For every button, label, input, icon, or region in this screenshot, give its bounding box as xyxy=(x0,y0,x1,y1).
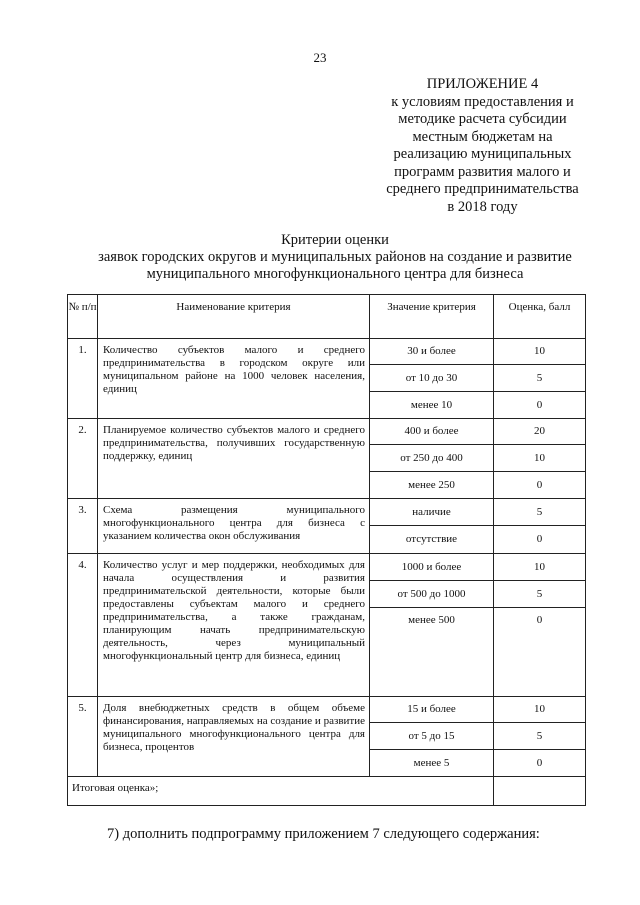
criterion-value: от 10 до 30 xyxy=(370,365,494,392)
appendix-line: ПРИЛОЖЕНИЕ 4 xyxy=(426,76,539,92)
title-line: Критерии оценки xyxy=(281,232,389,248)
criterion-score: 5 xyxy=(494,365,586,392)
table-row xyxy=(68,554,586,581)
document-title xyxy=(40,232,630,283)
appendix-line: реализацию муниципальных xyxy=(393,146,572,162)
row-number: 2. xyxy=(68,419,98,499)
criterion-value: менее 5 xyxy=(370,750,494,777)
title-line: заявок городских округов и муниципальных районов на создание и развитие xyxy=(98,249,572,265)
criterion-name: Количество услуг и мер поддержки, необходимых для начала осуществления и развития предпринимательской деятельности, которые были предоставлены субъектам малого и среднего предпринимательства, а также гражданам, планирующим начать предпринимательскую деятельность, через муниципальный многофункциональный центр для бизнеса, единиц xyxy=(98,554,370,697)
criterion-name: Доля внебюджетных средств в общем объеме финансирования, направляемых на создание и развитие муниципального многофункционального центра для бизнеса, процентов xyxy=(98,697,370,777)
table-row xyxy=(68,419,586,445)
row-number: 1. xyxy=(68,339,98,419)
appendix-line: в 2018 году xyxy=(447,198,518,215)
closing-paragraph: 7) дополнить подпрограмму приложением 7 следующего содержания: xyxy=(107,826,540,842)
appendix-line: местным бюджетам на xyxy=(412,128,553,145)
criterion-value: менее 250 xyxy=(370,472,494,499)
header-num: № п/п xyxy=(68,295,98,339)
table-row xyxy=(68,697,586,723)
appendix-heading xyxy=(370,76,595,216)
criterion-name: Схема размещения муниципального многофункционального центра для бизнеса с указанием количества окон обслуживания xyxy=(98,499,370,554)
row-number: 4. xyxy=(68,554,98,697)
criterion-value: менее 500 xyxy=(370,608,494,697)
criterion-score: 5 xyxy=(494,499,586,526)
criterion-score: 0 xyxy=(494,608,586,697)
appendix-line: среднего предпринимательства xyxy=(386,181,579,197)
criterion-score: 10 xyxy=(494,445,586,472)
criterion-score: 0 xyxy=(494,472,586,499)
title-line: муниципального многофункционального центра для бизнеса xyxy=(146,266,524,282)
criterion-value: от 5 до 15 xyxy=(370,723,494,750)
criterion-value: 30 и более xyxy=(370,339,494,365)
header-score: Оценка, балл xyxy=(494,295,586,339)
header-name: Наименование критерия xyxy=(98,295,370,339)
criteria-table xyxy=(67,294,586,806)
criterion-value: 15 и более xyxy=(370,697,494,723)
criterion-value: 400 и более xyxy=(370,419,494,445)
row-number: 5. xyxy=(68,697,98,777)
total-label: Итоговая оценка»; xyxy=(68,777,494,806)
criterion-value: наличие xyxy=(370,499,494,526)
criterion-score: 0 xyxy=(494,526,586,554)
appendix-line: программ развития малого и xyxy=(394,163,571,180)
table-header-row xyxy=(68,295,586,339)
page-number: 23 xyxy=(313,50,327,65)
criterion-score: 5 xyxy=(494,723,586,750)
appendix-line: к условиям предоставления и xyxy=(391,93,574,110)
table-total-row xyxy=(68,777,586,806)
header-value: Значение критерия xyxy=(370,295,494,339)
total-score xyxy=(494,777,586,806)
criterion-score: 10 xyxy=(494,339,586,365)
criterion-value: менее 10 xyxy=(370,392,494,419)
criterion-value: 1000 и более xyxy=(370,554,494,581)
criterion-value: от 250 до 400 xyxy=(370,445,494,472)
appendix-line: методике расчета субсидии xyxy=(398,111,567,127)
criterion-score: 0 xyxy=(494,392,586,419)
criterion-name: Планируемое количество субъектов малого и среднего предпринимательства, получивших государственную поддержку, единиц xyxy=(98,419,370,499)
criterion-score: 0 xyxy=(494,750,586,777)
criterion-value: отсутствие xyxy=(370,526,494,554)
row-number: 3. xyxy=(68,499,98,554)
criterion-score: 5 xyxy=(494,581,586,608)
table-row xyxy=(68,339,586,365)
criterion-score: 10 xyxy=(494,554,586,581)
criterion-name: Количество субъектов малого и среднего предпринимательства в городском округе или муниципальном районе на 1000 человек населения, единиц xyxy=(98,339,370,419)
criterion-score: 20 xyxy=(494,419,586,445)
table-row xyxy=(68,499,586,526)
criterion-value: от 500 до 1000 xyxy=(370,581,494,608)
criterion-score: 10 xyxy=(494,697,586,723)
